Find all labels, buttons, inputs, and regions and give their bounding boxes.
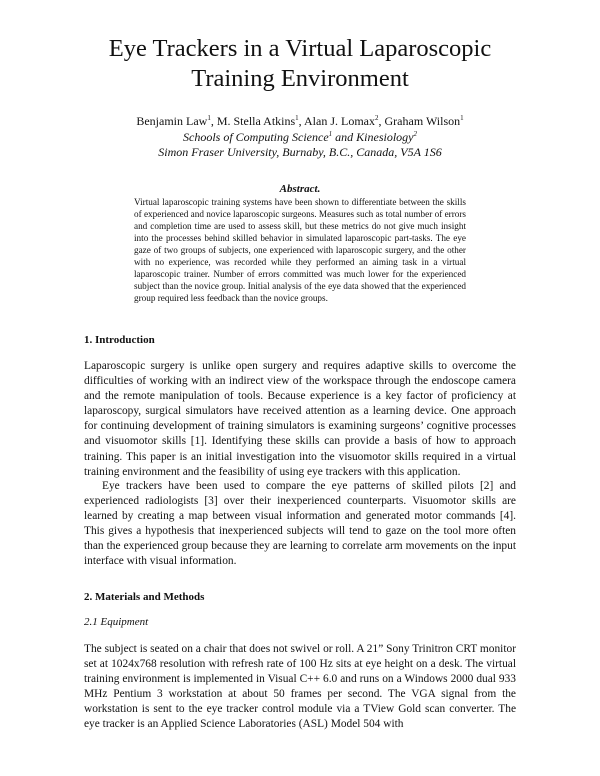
section-heading-methods: 2. Materials and Methods bbox=[84, 591, 205, 603]
author-name: Graham Wilson bbox=[384, 114, 461, 128]
title-line-1: Eye Trackers in a Virtual Laparoscopic bbox=[108, 35, 492, 62]
university-line: Simon Fraser University, Burnaby, B.C., Canada, V5A 1S6 bbox=[158, 145, 442, 159]
author-block bbox=[60, 114, 540, 161]
department-name: and Kinesiology bbox=[332, 129, 414, 144]
affiliation-marker: 1 bbox=[460, 114, 464, 122]
introduction-paragraph-1: Laparoscopic surgery is unlike open surgery and requires adaptive skills to overcome the difficulties of working with an indirect view of the workspace through the endoscope camera and the remote manipulation of tools. Because experience is a key factor of proficiency at laparoscopy, surgical simulators have received attention as a learning device. One approach for continuing development of training simulators is examining surgeons’ cognitive processes and visuomotor skills [1]. Identifying these skills can provide a basis of how to approach training. This paper is an initial investigation into the visuomotor skills required in a virtual training environment and the feasibility of using eye trackers with this application. bbox=[84, 360, 516, 478]
author-name: Alan J. Lomax bbox=[304, 114, 376, 128]
affiliation-marker: 2 bbox=[375, 114, 379, 122]
department-name: Schools of Computing Science bbox=[183, 129, 329, 144]
author-separator: , bbox=[210, 114, 217, 128]
methods-paragraph-1: The subject is seated on a chair that does not swivel or roll. A 21” Sony Trinitron CRT monitor set at 1024x768 resolution with refresh rate of 100 Hz sits at eye height on a desk. The virtual training environment is implemented in Visual C++ 6.0 and runs on a Windows 2000 dual 933 MHz Pentium 3 workstation at about 50 frames per second. The VGA signal from the workstation is sent to the eye tracker control module via a TView Gold scan converter. The eye tracker is an Applied Science Laboratories (ASL) Model 504 with bbox=[84, 643, 516, 731]
paper-title bbox=[60, 34, 540, 94]
section-heading-introduction: 1. Introduction bbox=[84, 334, 155, 346]
affiliation-marker: 1 bbox=[328, 129, 333, 138]
affiliation-marker: 2 bbox=[413, 129, 417, 138]
subsection-heading-equipment: 2.1 Equipment bbox=[84, 616, 149, 628]
affiliation-marker: 1 bbox=[207, 114, 211, 122]
author-separator: , bbox=[298, 114, 305, 128]
department-line bbox=[60, 130, 540, 146]
title-line-2: Training Environment bbox=[191, 65, 409, 92]
author-name: Benjamin Law bbox=[136, 114, 208, 128]
abstract-heading: Abstract. bbox=[279, 183, 321, 195]
affiliation-marker: 1 bbox=[295, 114, 299, 122]
author-list bbox=[60, 114, 540, 130]
introduction-paragraph-2: Eye trackers have been used to compare the eye patterns of skilled pilots [2] and experienced radiologists [3] over their inexperienced counterparts. Visuomotor skills are learned by creating a map between visual information and generated motor commands [4]. This gives a hypothesis that inexperienced subjects will tend to gaze on the tool more often than the experienced group because they are learning to correlate arm movements on the input interface with visual information. bbox=[84, 480, 516, 568]
author-name: M. Stella Atkins bbox=[216, 114, 296, 128]
abstract-text: Virtual laparoscopic training systems have been shown to differentiate between the skills of experienced and novice laparoscopic surgeons. Measures such as total number of errors and completion time are used to assess skill, but these metrics do not give much insight into the processes behind skilled behavior in simulated laparoscopic part-tasks. The eye gaze of two groups of subjects, one experienced with laparoscopic surgery, and the other with no experience, was recorded while they performed an aiming task in a virtual laparoscopic trainer. Number of errors committed was much lower for the experienced subject than the novice group. Initial analysis of the eye data showed that the experienced group required less feedback than the novice groups. bbox=[134, 197, 466, 303]
author-separator: , bbox=[378, 114, 385, 128]
